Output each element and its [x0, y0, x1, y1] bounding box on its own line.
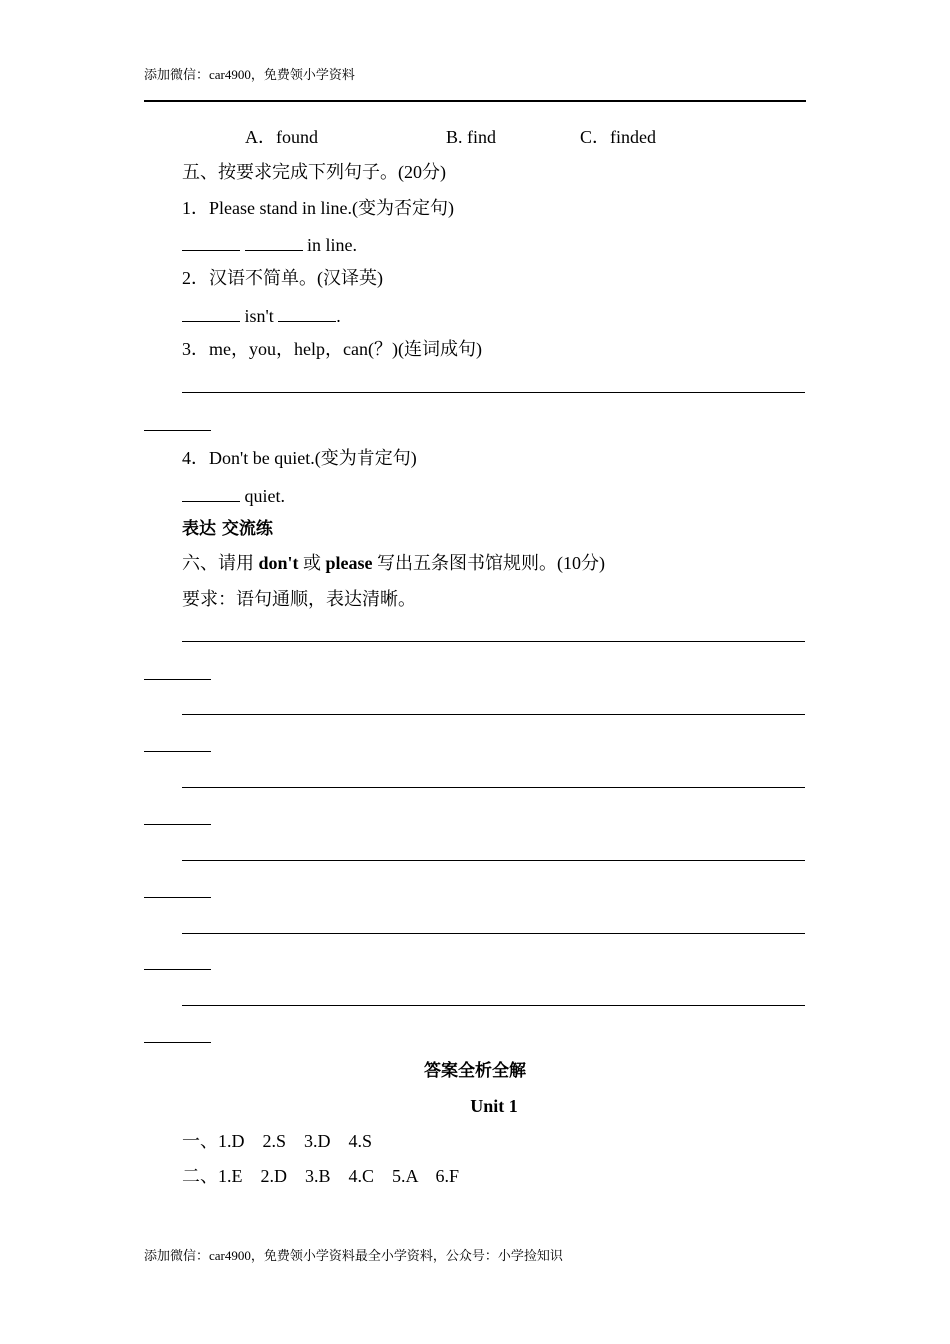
q4-answer-line [182, 483, 285, 507]
q4-answer-tail: quiet. [240, 486, 285, 506]
page-header: 添加微信：car4900，免费领小学资料 [144, 67, 355, 82]
q2-blank-1[interactable] [182, 303, 240, 322]
writing-line-6-cont[interactable] [144, 1042, 211, 1043]
section6-title-pre: 六、请用 [182, 553, 259, 573]
q3-answer-line[interactable] [182, 392, 805, 393]
q1-blank-1[interactable] [182, 232, 240, 251]
writing-line-3[interactable] [182, 787, 805, 788]
writing-line-4[interactable] [182, 860, 805, 861]
writing-line-6[interactable] [182, 1005, 805, 1006]
q2-answer-mid: isn't [240, 306, 279, 326]
writing-line-4-cont[interactable] [144, 897, 211, 898]
writing-line-5[interactable] [182, 933, 805, 934]
q1-answer-line [182, 232, 357, 256]
writing-line-2[interactable] [182, 714, 805, 715]
writing-line-1[interactable] [182, 641, 805, 642]
q2-prompt: 2．汉语不简单。(汉译英) [182, 268, 383, 288]
answers-unit: Unit 1 [470, 1096, 518, 1116]
q4-prompt: 4．Don't be quiet.(变为肯定句) [182, 448, 417, 468]
writing-line-5-cont[interactable] [144, 969, 211, 970]
section5-title: 五、按要求完成下列句子。(20分) [182, 162, 446, 182]
q1-prompt: 1．Please stand in line.(变为否定句) [182, 198, 454, 218]
header-rule [144, 100, 806, 102]
answers-line-1: 一、1.D 2.S 3.D 4.S [182, 1131, 373, 1151]
express-title: 表达 交流练 [182, 519, 273, 539]
q1-answer-tail: in line. [302, 235, 357, 255]
option-b: B. find [446, 127, 497, 147]
answers-line-2: 二、1.E 2.D 3.B 4.C 5.A 6.F [182, 1166, 460, 1186]
writing-line-2-cont[interactable] [144, 751, 211, 752]
q2-answer-line [182, 303, 341, 327]
option-c: C．finded [580, 127, 656, 147]
q1-blank-2[interactable] [245, 232, 303, 251]
section6-title [182, 552, 605, 574]
q2-answer-end: . [336, 306, 341, 326]
section6-title-mid: 或 [298, 553, 326, 573]
q2-blank-2[interactable] [278, 303, 336, 322]
writing-line-3-cont[interactable] [144, 824, 211, 825]
q3-prompt: 3．me，you，help，can(？)(连词成句) [182, 339, 482, 359]
section6-keyword-please: please [325, 553, 373, 573]
option-a: A．found [245, 127, 318, 147]
answers-title: 答案全析全解 [424, 1061, 526, 1081]
q4-blank-1[interactable] [182, 483, 240, 502]
section6-title-post: 写出五条图书馆规则。(10分) [372, 553, 606, 573]
writing-line-1-cont[interactable] [144, 679, 211, 680]
q3-answer-line-cont[interactable] [144, 430, 211, 431]
section6-requirement: 要求：语句通顺，表达清晰。 [182, 589, 416, 609]
section6-keyword-dont: don't [258, 553, 299, 573]
page-footer: 添加微信：car4900，免费领小学资料最全小学资料，公众号：小学捡知识 [144, 1248, 563, 1263]
